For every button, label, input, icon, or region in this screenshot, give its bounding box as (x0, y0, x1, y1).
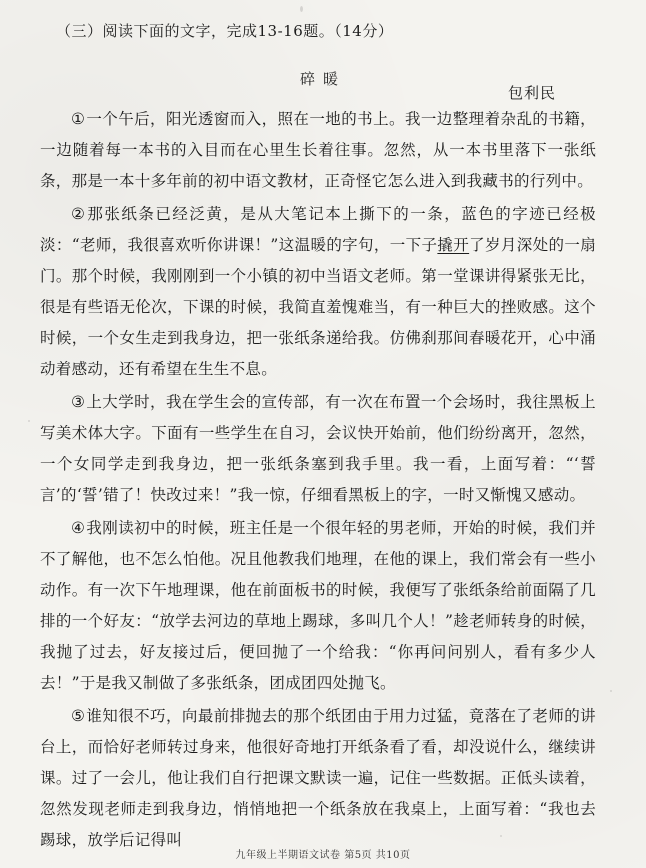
paragraph-text: 上大学时，我在学生会的宣传部，有一次在布置一个会场时，我往黑板上写美术体大字。下面有一些学生在自习，会议快开始前，他们纷纷离开，忽然，一个女同学走到我身边，把一张纸条塞到我手里。我一看，上面写着：“‘誓言’的‘誓’错了！快改过来！”我一惊，仔细看黑板上的字，一时又惭愧又感动。 (40, 393, 596, 504)
article-title: 碎暖 (299, 70, 346, 88)
paragraph-number: ③ (71, 393, 86, 411)
paragraph-text: 谁知很不巧，向最前排抛去的那个纸团由于用力过猛，竟落在了老师的讲台上，而恰好老师转过身来，他很好奇地打开纸条看了看，却没说什么，继续讲课。过了一会儿，他让我们自行把课文默读一遍，记住一些数据。正低头读着，忽然发现老师走到我身边，悄悄地把一个纸条放在我桌上，上面写着：“我也去踢球，放学后记得叫 (40, 707, 596, 849)
paragraph-3 (40, 387, 596, 511)
section-header: （三）阅读下面的文字，完成13-16题。（14分） (56, 22, 394, 40)
scan-speck (300, 6, 303, 12)
paragraph-text-before: 那张纸条已经泛黄，是从大笔记本上撕下的一条，蓝色的字迹已经极淡：“老师，我很喜欢听你讲课！”这温暖的字句，一下子 (40, 205, 596, 254)
paragraph-2 (40, 199, 596, 385)
paragraph-number: ① (71, 110, 86, 128)
article-body (40, 104, 596, 858)
scan-speck (28, 420, 30, 422)
paragraph-text: 一个午后，阳光透窗而入，照在一地的书上。我一边整理着杂乱的书籍，一边随着每一本书的入目而在心里生长着往事。忽然，从一本书里落下一张纸条，那是一本十多年前的初中语文教材，正奇怪它怎么进入到我藏书的行列中。 (40, 110, 596, 190)
paragraph-4 (40, 513, 596, 699)
underlined-word: 撬开 (437, 236, 470, 254)
paragraph-5 (40, 701, 596, 856)
scan-speck (610, 690, 612, 692)
scan-speck (120, 830, 122, 832)
paragraph-text: 我刚读初中的时候，班主任是一个很年轻的男老师，开始的时候，我们并不了解他，也不怎么怕他。况且他教我们地理，在他的课上，我们常会有一些小动作。有一次下午地理课，他在前面板书的时候，我便写了张纸条给前面隔了几排的一个好友：“放学去河边的草地上踢球，多叫几个人！”趁老师转身的时候，我抛了过去，好友接过后，便回抛了一个给我：“你再问问别人，看有多少人去！”于是我又制做了多张纸条，团成团四处抛飞。 (40, 519, 596, 692)
scan-speck (500, 835, 502, 837)
paragraph-number: ⑤ (71, 707, 86, 725)
paragraph-1 (40, 104, 596, 197)
paragraph-text-after: 了岁月深处的一扇门。那个时候，我刚刚到一个小镇的初中当语文老师。第一堂课讲得紧张无比，很是有些语无伦次，下课的时候，我简直羞愧难当，有一种巨大的挫败感。这个时候，一个女生走到我身边，把一张纸条递给我。仿佛刹那间春暖花开，心中涌动着感动，还有希望在生生不息。 (40, 236, 596, 378)
page-footer: 九年级上半期语文试卷 第5页 共10页 (235, 850, 411, 861)
paragraph-number: ② (71, 205, 87, 223)
paragraph-number: ④ (71, 519, 86, 537)
article-author: 包利民 (507, 84, 556, 102)
